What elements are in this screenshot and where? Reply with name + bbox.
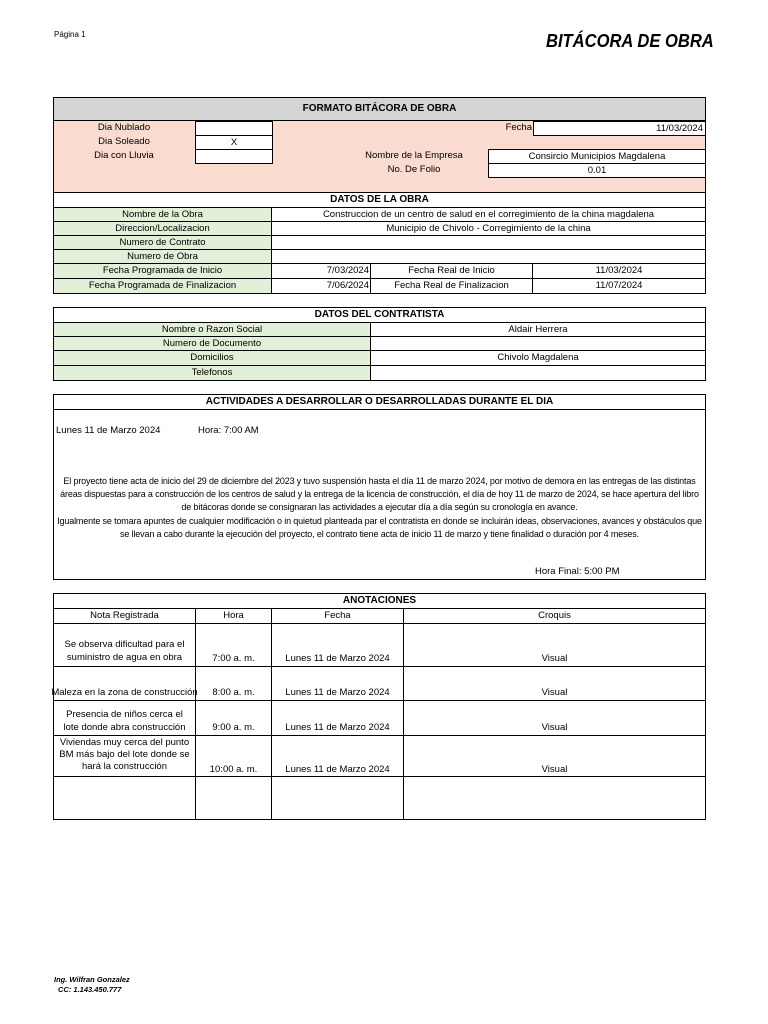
obra-contrato-label: Numero de Contrato [54, 236, 272, 250]
fecha-label: Fecha [505, 122, 532, 133]
weather-label-nublado: Dia Nublado [97, 122, 151, 133]
empresa-label: Nombre de la Empresa [365, 150, 463, 161]
formato-header: FORMATO BITÁCORA DE OBRA [54, 98, 705, 121]
weather-label-lluvia: Dia con Lluvia [94, 150, 154, 161]
fecha-value[interactable]: 11/03/2024 [533, 121, 706, 136]
obra-header: DATOS DE LA OBRA [54, 192, 705, 208]
hora-cell: 9:00 a. m. [212, 722, 255, 733]
hora-cell: 7:00 a. m. [212, 653, 255, 664]
contratista-nombre-value[interactable]: Aldair Herrera [371, 323, 705, 337]
table-row [54, 624, 705, 667]
fecha-cell: Lunes 11 de Marzo 2024 [285, 653, 390, 664]
croquis-cell[interactable] [404, 777, 705, 819]
actividades-hora: Hora: 7:00 AM [198, 425, 259, 436]
weather-box-soleado[interactable]: X [195, 135, 273, 150]
anotaciones-header: ANOTACIONES [54, 594, 705, 609]
contratista-documento-value[interactable] [371, 337, 705, 351]
obra-fpi-label: Fecha Programada de Inicio [54, 264, 272, 279]
hora-cell: 10:00 a. m. [209, 764, 258, 775]
table-row [54, 777, 705, 819]
col-header-nota: Nota Registrada [54, 609, 196, 624]
fecha-cell: Lunes 11 de Marzo 2024 [285, 764, 390, 775]
formato-section [53, 97, 706, 294]
croquis-cell: Visual [541, 764, 568, 775]
contratista-documento-label: Numero de Documento [54, 337, 371, 351]
nota-text: Presencia de niños cerca el lote donde abra construcción [63, 709, 186, 733]
contratista-nombre-label: Nombre o Razon Social [54, 323, 371, 337]
col-header-fecha: Fecha [272, 609, 404, 624]
weather-box-lluvia[interactable] [195, 149, 273, 164]
nota-cell [54, 624, 196, 666]
actividades-paragraph-1: El proyecto tiene acta de inicio del 29 de diciembre del 2023 y tuvo suspensión hasta el día 11 de marzo 2024, por motivo de demora en las entregas de las distintas áreas dispuestas para a construcción de los centros de salud y la entrega de la licencia de construcción, el día de hoy 11 de marzo de 2024, se hace apertura del libro de bitácoras donde se consignaran las actividades a ejecutar día a día según su cronología en avance. [60, 476, 699, 513]
signature-cc: CC: 1.143.450.777 [58, 985, 122, 994]
nota-cell [54, 701, 196, 735]
hora-cell[interactable] [196, 777, 272, 819]
signature-block [54, 975, 130, 995]
nota-cell [51, 667, 198, 700]
obra-numero-label: Numero de Obra [54, 250, 272, 264]
signature-name: Ing. Wilfran Gonzalez [54, 975, 130, 984]
nota-cell [54, 736, 196, 776]
actividades-header: ACTIVIDADES A DESARROLLAR O DESARROLLADAS DURANTE EL DIA [54, 395, 705, 410]
weather-box-nublado[interactable] [195, 121, 273, 136]
hora-cell: 8:00 a. m. [212, 687, 255, 698]
weather-label-soleado: Dia Soleado [98, 136, 150, 147]
folio-label: No. De Folio [387, 164, 441, 175]
obra-fri-label: Fecha Real de Inicio [371, 264, 533, 279]
contratista-telefono-value[interactable] [371, 366, 705, 380]
obra-fri-value[interactable]: 11/03/2024 [533, 264, 705, 279]
obra-direccion-value[interactable]: Municipio de Chivolo - Corregimiento de la china [272, 222, 705, 236]
obra-contrato-value[interactable] [272, 236, 705, 250]
fecha-cell[interactable] [272, 777, 404, 819]
obra-frf-label: Fecha Real de Finalizacion [371, 279, 533, 293]
obra-nombre-label: Nombre de la Obra [54, 208, 272, 222]
anotaciones-section [53, 593, 706, 820]
croquis-cell: Visual [541, 722, 568, 733]
nota-text: Viviendas muy cerca del punto BM más bajo del lote donde se hará la construcción [59, 737, 190, 772]
croquis-cell: Visual [541, 687, 568, 698]
nota-text: Maleza en la zona de construcción [51, 687, 198, 698]
obra-direccion-label: Direccion/Localizacion [54, 222, 272, 236]
fecha-cell: Lunes 11 de Marzo 2024 [285, 687, 390, 698]
fecha-cell: Lunes 11 de Marzo 2024 [285, 722, 390, 733]
page-number: Página 1 [54, 30, 86, 39]
nota-cell[interactable] [54, 777, 196, 819]
obra-fpf-value[interactable]: 7/06/2024 [272, 279, 371, 293]
contratista-section [53, 307, 706, 381]
actividades-paragraph-2: Igualmente se tomara apuntes de cualquier modificación o in quietud planteada par el contratista en donde se incluirán ideas, observaciones, avances y obstáculos que se llevan a cabo durante la ejecución del proyecto, el contrato tiene acta de inicio 11 de marzo y tiene finalidad o duración por 4 meses. [57, 516, 702, 540]
col-header-croquis: Croquis [404, 609, 705, 624]
folio-value[interactable]: 0.01 [488, 163, 706, 178]
nota-text: Se observa dificultad para el suministro de agua en obra [64, 639, 185, 663]
obra-fpi-value[interactable]: 7/03/2024 [272, 264, 371, 279]
table-row [54, 701, 705, 736]
actividades-section [53, 394, 706, 580]
obra-numero-value[interactable] [272, 250, 705, 264]
contratista-domicilio-label: Domicilios [54, 351, 371, 366]
empresa-value[interactable]: Consircio Municipios Magdalena [488, 149, 706, 164]
contratista-header: DATOS DEL CONTRATISTA [54, 308, 705, 323]
actividades-hora-final: Hora Final: 5:00 PM [535, 566, 620, 577]
obra-nombre-value[interactable]: Construccion de un centro de salud en el corregimiento de la china magdalena [272, 208, 705, 222]
croquis-cell: Visual [541, 653, 568, 664]
contratista-telefono-label: Telefonos [54, 366, 371, 380]
actividades-date: Lunes 11 de Marzo 2024 [56, 425, 161, 436]
table-row [51, 667, 705, 701]
col-header-hora: Hora [196, 609, 272, 624]
obra-frf-value[interactable]: 11/07/2024 [595, 280, 643, 291]
contratista-domicilio-value[interactable]: Chivolo Magdalena [371, 351, 705, 366]
document-title: BITÁCORA DE OBRA [546, 31, 714, 51]
obra-fpf-label: Fecha Programada de Finalizacion [54, 279, 272, 293]
table-row [54, 736, 705, 777]
